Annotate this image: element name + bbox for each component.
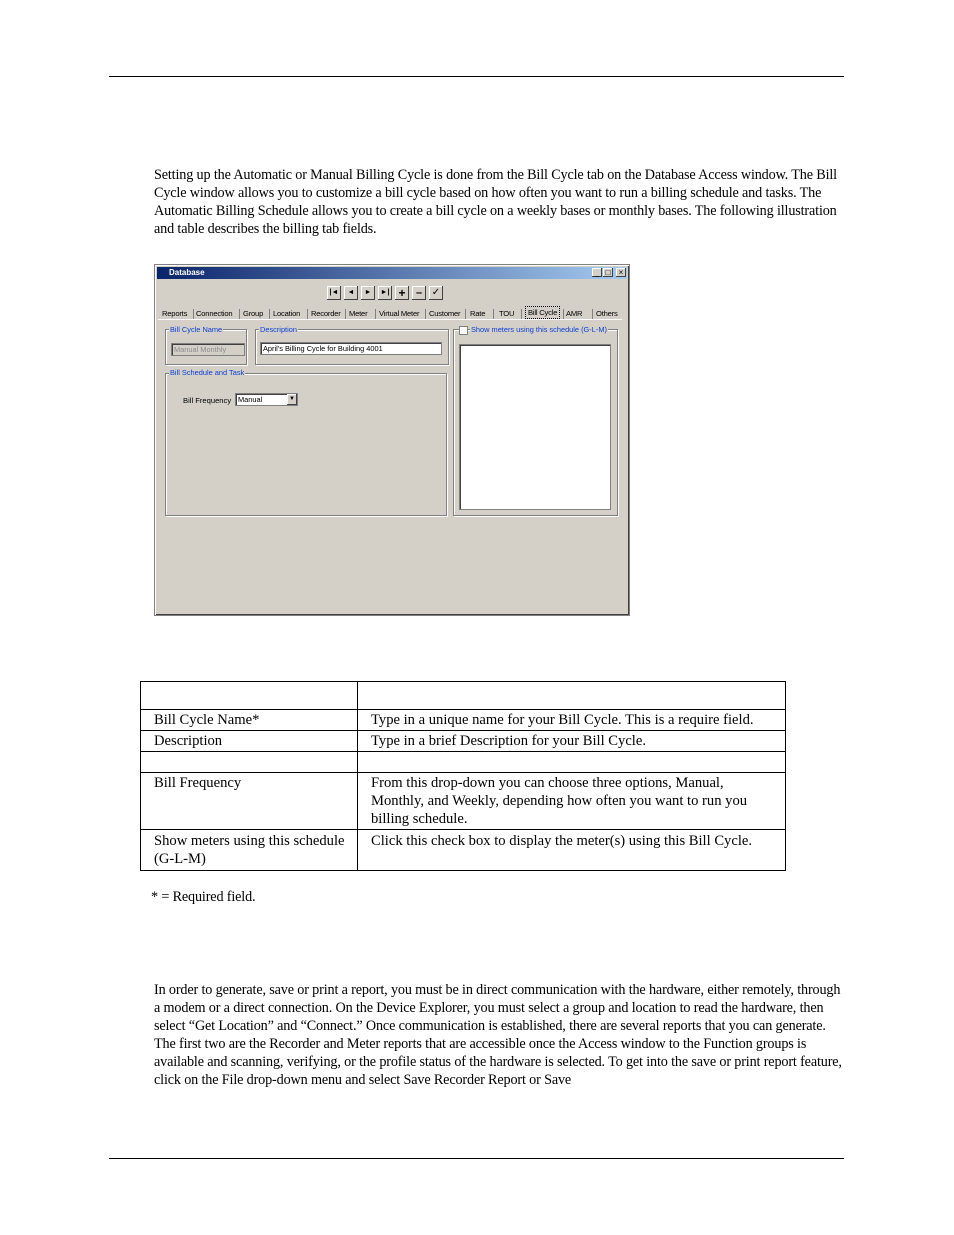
tab-reports[interactable]: Reports <box>162 309 188 318</box>
tab-customer[interactable]: Customer <box>429 309 461 318</box>
tab-divider <box>307 309 308 319</box>
field-name-cell: Show meters using this schedule (G-L-M) <box>141 830 358 871</box>
tab-divider <box>592 309 593 319</box>
close-icon[interactable]: × <box>616 268 626 277</box>
table-row <box>141 752 786 773</box>
tab-divider <box>193 309 194 319</box>
table-row <box>141 830 786 871</box>
intro-paragraph: Setting up the Automatic or Manual Billing Cycle is done from the Bill Cycle tab on the Database Access window. The Bill Cycle window allows you to customize a bill cycle based on how often you want to run a billing schedule and tasks. The Automatic Billing Schedule allows you to create a bill cycle on a weekly bases or monthly bases. The following illustration and table describes the billing tab fields. <box>154 167 837 237</box>
footnote: * = Required field. <box>151 889 256 905</box>
tab-strip <box>158 319 622 320</box>
table-header-cell <box>358 682 786 710</box>
table-row <box>141 710 786 731</box>
footer-rule <box>109 1158 844 1159</box>
window-titlebar[interactable] <box>157 267 627 279</box>
tab-rate[interactable]: Rate <box>470 309 486 318</box>
bill-cycle-name-input[interactable]: Manual Monthly <box>171 343 245 356</box>
show-meters-checkbox[interactable] <box>459 326 468 335</box>
tab-connection[interactable]: Connection <box>196 309 233 318</box>
show-meters-label: Show meters using this schedule (G-L-M) <box>471 325 607 334</box>
tab-divider <box>465 309 466 319</box>
header-rule <box>109 76 844 77</box>
bill-frequency-value: Manual <box>238 395 263 404</box>
tab-virtual-meter[interactable]: Virtual Meter <box>379 309 420 318</box>
tab-divider <box>521 309 522 319</box>
field-name-cell: Description <box>141 731 358 752</box>
tab-divider <box>269 309 270 319</box>
field-description-cell <box>358 752 786 773</box>
table-row <box>141 773 786 830</box>
tab-meter[interactable]: Meter <box>349 309 368 318</box>
maximize-icon[interactable]: □ <box>603 268 613 277</box>
bill-frequency-label: Bill Frequency <box>183 396 232 405</box>
tab-location[interactable]: Location <box>273 309 301 318</box>
field-description-cell: Type in a unique name for your Bill Cycle. This is a require field. <box>358 710 786 731</box>
bill-cycle-name-label: Bill Cycle Name <box>170 325 223 334</box>
tab-divider <box>425 309 426 319</box>
description-input[interactable]: April's Billing Cycle for Building 4001 <box>260 342 442 355</box>
field-name-cell <box>141 752 358 773</box>
last-record-icon[interactable]: ►| <box>378 286 392 300</box>
delete-record-icon[interactable]: – <box>412 286 426 300</box>
tab-divider <box>345 309 346 319</box>
prev-record-icon[interactable]: ◄ <box>344 286 358 300</box>
table-header-row <box>141 682 786 710</box>
description-label: Description <box>260 325 297 334</box>
field-name-cell: Bill Frequency <box>141 773 358 830</box>
bill-schedule-group <box>165 373 447 516</box>
tab-divider <box>375 309 376 319</box>
tab-group[interactable]: Group <box>243 309 264 318</box>
table-header-cell <box>141 682 358 710</box>
tab-bill-cycle[interactable]: Bill Cycle <box>525 306 560 319</box>
tab-amr[interactable]: AMR <box>566 309 583 318</box>
table-row <box>141 731 786 752</box>
tab-divider <box>563 309 564 319</box>
next-record-icon[interactable]: ► <box>361 286 375 300</box>
fields-table <box>140 681 786 871</box>
tab-recorder[interactable]: Recorder <box>311 309 341 318</box>
field-name-cell: Bill Cycle Name* <box>141 710 358 731</box>
first-record-icon[interactable]: |◄ <box>327 286 341 300</box>
bill-schedule-label: Bill Schedule and Task <box>170 368 245 377</box>
chevron-down-icon[interactable]: ▼ <box>287 394 297 405</box>
tab-others[interactable]: Others <box>596 309 618 318</box>
database-window <box>154 264 630 616</box>
bill-frequency-select[interactable] <box>235 393 298 406</box>
field-description-cell: Click this check box to display the meter(s) using this Bill Cycle. <box>358 830 786 871</box>
tab-divider <box>493 309 494 319</box>
window-title: Database <box>169 268 205 277</box>
report-paragraph: In order to generate, save or print a report, you must be in direct communication with the hardware, either remotely, through a modem or a direct connection. On the Device Explorer, you must select a group and location to read the hardware, then select “Get Location” and “Connect.” Once communication is established, there are several reports that you can generate. The first two are the Recorder and Meter reports that are accessible once the Access window to the Function groups is available and scanning, verifying, or the profile status of the hardware is selected. To get into the save or print report feature, click on the File drop-down menu and select Save Recorder Report or Save <box>154 982 842 1088</box>
minimize-icon[interactable]: _ <box>592 268 602 277</box>
field-description-cell: From this drop-down you can choose three options, Manual, Monthly, and Weekly, depending how often you want to run you billing schedule. <box>358 773 786 830</box>
tab-tou[interactable]: TOU <box>499 309 515 318</box>
meters-list[interactable] <box>459 344 611 510</box>
field-description-cell: Type in a brief Description for your Bill Cycle. <box>358 731 786 752</box>
tab-divider <box>239 309 240 319</box>
post-record-icon[interactable]: ✓ <box>429 286 443 300</box>
add-record-icon[interactable]: + <box>395 286 409 300</box>
